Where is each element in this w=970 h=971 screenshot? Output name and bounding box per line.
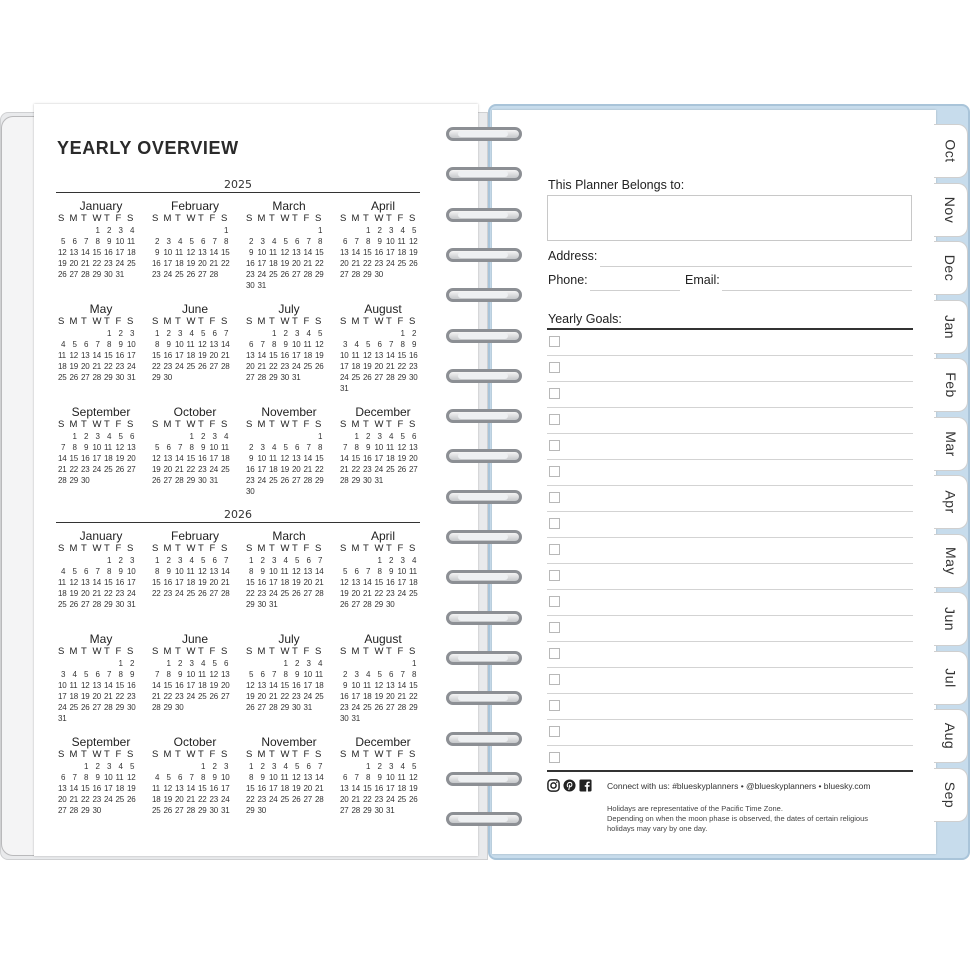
goal-checkbox[interactable] [549,336,560,347]
tab-label: Mar [942,430,959,457]
year-heading-2025: 2025 [56,178,420,193]
day-grid: 1 2 3 4 5 6 7 8 9 10 11 12 13 14 15 16 17 18 19 20 21 22 23 24 25 26 27 28 29 30 [340,226,418,279]
tab-label: Apr [942,490,959,514]
spiral-ring [440,769,528,791]
tab-label: May [942,546,959,575]
weekday-header: S M T W T F S [58,213,134,224]
month-name: October [173,735,217,749]
day-grid: 1 2 3 4 5 6 7 8 9 10 11 12 13 14 15 16 17 18 19 20 21 22 23 24 25 26 27 28 29 30 [58,432,136,485]
month-name: September [71,735,131,749]
weekday-header: S M T W T F S [152,646,228,657]
goals-label: Yearly Goals: [548,312,622,326]
weekday-header: S M T W T F S [246,749,322,760]
month-name: August [364,632,402,646]
day-grid: 1 2 3 4 5 6 7 8 9 10 11 12 13 14 15 16 17 18 19 20 21 22 23 24 25 26 27 28 [152,556,230,598]
month-tabs [934,124,970,844]
day-grid: 1 2 3 4 5 6 7 8 9 10 11 12 13 14 15 16 17 18 19 20 21 22 23 24 25 26 27 28 29 30 31 [340,762,418,815]
phone-label: Phone: [548,273,588,287]
tab-may[interactable] [934,534,968,588]
tab-aug[interactable] [934,709,968,763]
tab-feb[interactable] [934,358,968,412]
address-line[interactable] [600,266,912,267]
tab-jun[interactable] [934,592,968,646]
month-name: November [261,405,317,419]
month-march-2025 [246,200,332,291]
day-grid: 1 2 3 4 5 6 7 8 9 10 11 12 13 14 15 16 17 18 19 20 21 22 23 24 25 26 27 28 29 30 31 [340,329,418,393]
month-name: April [370,199,395,213]
spiral-ring [440,567,528,589]
month-august-2025 [340,303,426,394]
weekday-header: S M T W T F S [58,419,134,430]
day-grid: 1 2 3 4 5 6 7 8 9 10 11 12 13 14 15 16 17 18 19 20 21 22 23 24 25 26 27 28 29 30 [246,762,324,815]
weekday-header: S M T W T F S [246,213,322,224]
month-april-2025 [340,200,426,280]
day-grid: 1 2 3 4 5 6 7 8 9 10 11 12 13 14 15 16 17 18 19 20 21 22 23 24 25 26 27 28 29 30 31 [152,432,230,485]
month-name: March [272,529,306,543]
weekday-header: S M T W T F S [246,646,322,657]
weekday-header: S M T W T F S [152,213,228,224]
day-grid: 1 2 3 4 5 6 7 8 9 10 11 12 13 14 15 16 17 18 19 20 21 22 23 24 25 26 27 28 29 30 [58,762,136,815]
goal-row[interactable] [547,330,913,356]
month-may-2026 [58,633,144,724]
spiral-ring [440,326,528,348]
holiday-note-line-2: Depending on when the moon phase is observed, the dates of certain religious [607,814,869,823]
day-grid: 1 2 3 4 5 6 7 8 9 10 11 12 13 14 15 16 17 18 19 20 21 22 23 24 25 26 27 28 [152,226,230,279]
spiral-ring [440,446,528,468]
tab-label: Jan [942,314,959,339]
goal-row[interactable] [547,590,913,616]
month-february-2025 [152,200,238,280]
tab-label: Oct [942,139,959,163]
owner-name-field[interactable] [547,195,912,241]
tab-jan[interactable] [934,300,968,354]
day-grid: 1 2 3 4 5 6 7 8 9 10 11 12 13 14 15 16 17 18 19 20 21 22 23 24 25 26 27 28 29 30 31 [58,329,136,382]
month-name: July [278,302,300,316]
day-grid: 1 2 3 4 5 6 7 8 9 10 11 12 13 14 15 16 17 18 19 20 21 22 23 24 25 26 27 28 29 30 31 [246,226,324,290]
month-july-2026 [246,633,332,713]
tab-apr[interactable] [934,475,968,529]
spiral-ring [440,205,528,227]
goal-checkbox[interactable] [549,362,560,373]
connect-text: Connect with us: #blueskyplanners • @blueskyplanners • bluesky.com [607,781,871,791]
weekday-header: S M T W T F S [340,213,416,224]
goal-checkbox[interactable] [549,700,560,711]
footer-divider [547,770,913,772]
weekday-header: S M T W T F S [58,646,134,657]
tab-label: Feb [942,372,959,398]
goal-row[interactable] [547,746,913,772]
weekday-header: S M T W T F S [152,749,228,760]
page-title: YEARLY OVERVIEW [57,138,239,158]
month-name: February [170,529,220,543]
spiral-ring [440,406,528,428]
month-june-2026 [152,633,238,713]
goal-checkbox[interactable] [549,648,560,659]
goal-checkbox[interactable] [549,726,560,737]
email-label: Email: [685,273,720,287]
month-april-2026 [340,530,426,610]
tab-jul[interactable] [934,651,968,705]
month-july-2025 [246,303,332,383]
tab-label: Aug [942,722,959,750]
day-grid: 1 2 3 4 5 6 7 8 9 10 11 12 13 14 15 16 17 18 19 20 21 22 23 24 25 26 27 28 29 30 [340,556,418,609]
goal-row[interactable] [547,538,913,564]
day-grid: 1 2 3 4 5 6 7 8 9 10 11 12 13 14 15 16 17 18 19 20 21 22 23 24 25 26 27 28 29 30 31 [58,556,136,609]
instagram-icon [547,779,560,792]
month-january-2025 [58,200,144,280]
spiral-ring [440,729,528,751]
weekday-header: S M T W T F S [152,543,228,554]
month-name: August [364,302,402,316]
facebook-icon [579,779,592,792]
weekday-header: S M T W T F S [340,646,416,657]
month-june-2025 [152,303,238,383]
day-grid: 1 2 3 4 5 6 7 8 9 10 11 12 13 14 15 16 17 18 19 20 21 22 23 24 25 26 27 28 29 30 31 [58,226,136,279]
tab-sep[interactable] [934,768,968,822]
month-name: September [71,405,131,419]
day-grid: 1 2 3 4 5 6 7 8 9 10 11 12 13 14 15 16 17 18 19 20 21 22 23 24 25 26 27 28 29 30 31 [340,659,418,723]
holiday-note-line-1: Holidays are representative of the Pacific Time Zone. [607,804,783,813]
goal-row[interactable] [547,668,913,694]
email-line[interactable] [722,290,912,291]
year-heading-2026: 2026 [56,508,420,523]
month-name: June [181,302,209,316]
weekday-header: S M T W T F S [152,419,228,430]
goal-row[interactable] [547,356,913,382]
month-name: April [370,529,395,543]
weekday-header: S M T W T F S [246,543,322,554]
tab-label: Dec [942,254,959,282]
pinterest-icon [563,779,576,792]
goal-checkbox[interactable] [549,544,560,555]
month-december-2025 [340,406,426,486]
tab-label: Nov [942,196,959,223]
weekday-header: S M T W T F S [152,316,228,327]
month-name: March [272,199,306,213]
month-december-2026 [340,736,426,816]
goal-checkbox[interactable] [549,674,560,685]
tab-dec[interactable] [934,241,968,295]
month-name: February [170,199,220,213]
address-label: Address: [548,249,598,263]
weekday-header: S M T W T F S [58,749,134,760]
goal-checkbox[interactable] [549,752,560,763]
goal-row[interactable] [547,434,913,460]
goal-checkbox[interactable] [549,440,560,451]
goal-checkbox[interactable] [549,622,560,633]
month-september-2026 [58,736,144,816]
goal-checkbox[interactable] [549,518,560,529]
weekday-header: S M T W T F S [246,419,322,430]
tab-nov[interactable] [934,183,968,237]
goal-checkbox[interactable] [549,466,560,477]
spiral-ring [440,124,528,146]
tab-oct[interactable] [934,124,968,178]
month-november-2025 [246,406,332,497]
weekday-header: S M T W T F S [340,749,416,760]
goal-row[interactable] [547,512,913,538]
goal-checkbox[interactable] [549,388,560,399]
goal-checkbox[interactable] [549,414,560,425]
month-name: December [355,405,411,419]
goal-row[interactable] [547,616,913,642]
month-name: January [79,199,123,213]
weekday-header: S M T W T F S [58,543,134,554]
day-grid: 1 2 3 4 5 6 7 8 9 10 11 12 13 14 15 16 17 18 19 20 21 22 23 24 25 26 27 28 29 30 31 [246,556,324,609]
tab-mar[interactable] [934,417,968,471]
spiral-ring [440,809,528,831]
month-name: July [278,632,300,646]
weekday-header: S M T W T F S [246,316,322,327]
weekday-header: S M T W T F S [58,316,134,327]
weekday-header: S M T W T F S [340,543,416,554]
goal-row[interactable] [547,720,913,746]
month-name: October [173,405,217,419]
day-grid: 1 2 3 4 5 6 7 8 9 10 11 12 13 14 15 16 17 18 19 20 21 22 23 24 25 26 27 28 29 30 31 [246,659,324,712]
goal-row[interactable] [547,564,913,590]
month-october-2026 [152,736,238,816]
month-september-2025 [58,406,144,486]
month-name: November [261,735,317,749]
tab-label: Sep [942,781,959,808]
month-name: December [355,735,411,749]
spiral-ring [440,285,528,307]
goal-checkbox[interactable] [549,596,560,607]
goal-row[interactable] [547,408,913,434]
goal-row[interactable] [547,486,913,512]
holiday-note-line-3: holidays may vary by one day. [607,824,708,833]
month-october-2025 [152,406,238,486]
month-february-2026 [152,530,238,599]
social-icons [547,779,592,792]
day-grid: 1 2 3 4 5 6 7 8 9 10 11 12 13 14 15 16 17 18 19 20 21 22 23 24 25 26 27 28 29 30 31 [340,432,418,485]
spiral-binding [440,124,528,834]
month-name: May [89,632,113,646]
goal-checkbox[interactable] [549,570,560,581]
month-march-2026 [246,530,332,610]
day-grid: 1 2 3 4 5 6 7 8 9 10 11 12 13 14 15 16 17 18 19 20 21 22 23 24 25 26 27 28 29 30 31 [246,329,324,382]
tab-label: Jun [942,606,959,632]
belongs-label: This Planner Belongs to: [548,178,685,192]
spiral-ring [440,608,528,630]
day-grid: 1 2 3 4 5 6 7 8 9 10 11 12 13 14 15 16 17 18 19 20 21 22 23 24 25 26 27 28 29 30 31 [58,659,136,723]
month-name: May [89,302,113,316]
weekday-header: S M T W T F S [340,316,416,327]
month-name: January [79,529,123,543]
day-grid: 1 2 3 4 5 6 7 8 9 10 11 12 13 14 15 16 17 18 19 20 21 22 23 24 25 26 27 28 29 30 [152,659,230,712]
weekday-header: S M T W T F S [340,419,416,430]
spiral-ring [440,366,528,388]
goal-row[interactable] [547,694,913,720]
goal-row[interactable] [547,460,913,486]
day-grid: 1 2 3 4 5 6 7 8 9 10 11 12 13 14 15 16 17 18 19 20 21 22 23 24 25 26 27 28 29 30 [246,432,324,496]
goal-row[interactable] [547,382,913,408]
spiral-ring [440,648,528,670]
goal-checkbox[interactable] [549,492,560,503]
spiral-ring [440,688,528,710]
month-name: June [181,632,209,646]
day-grid: 1 2 3 4 5 6 7 8 9 10 11 12 13 14 15 16 17 18 19 20 21 22 23 24 25 26 27 28 29 30 [152,329,230,382]
spiral-ring [440,164,528,186]
month-november-2026 [246,736,332,816]
spiral-ring [440,245,528,267]
phone-line[interactable] [590,290,680,291]
month-may-2025 [58,303,144,383]
tab-label: Jul [942,667,959,688]
day-grid: 1 2 3 4 5 6 7 8 9 10 11 12 13 14 15 16 17 18 19 20 21 22 23 24 25 26 27 28 29 30 31 [152,762,230,815]
spiral-ring [440,527,528,549]
spiral-ring [440,487,528,509]
month-january-2026 [58,530,144,610]
month-august-2026 [340,633,426,724]
goal-row[interactable] [547,642,913,668]
